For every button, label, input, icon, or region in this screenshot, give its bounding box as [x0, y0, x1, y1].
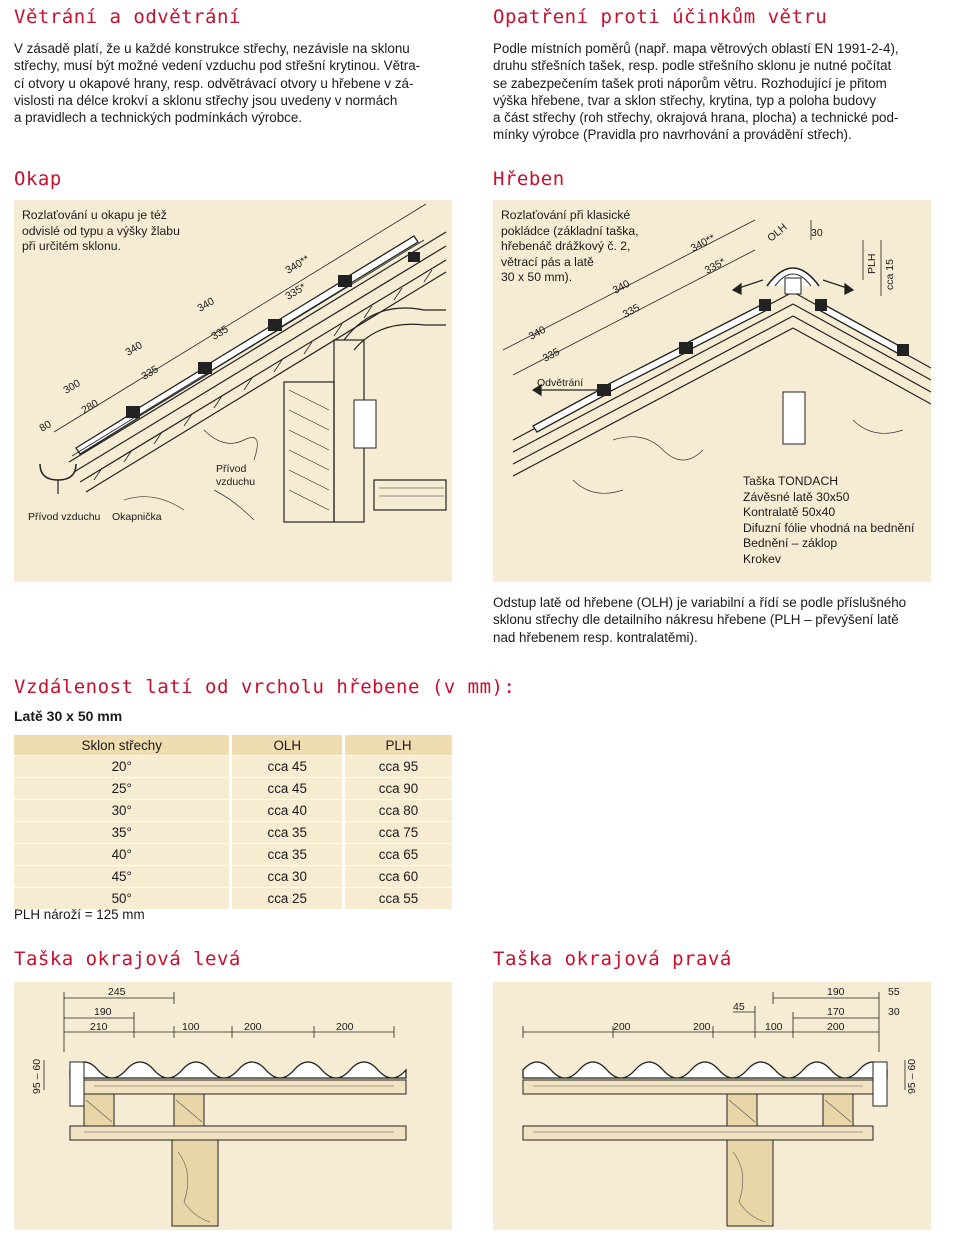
- text-line: se zabezpečením tašek proti náporům větru. Rozhodující je přitom: [493, 75, 887, 91]
- text-line: druhu střešních tašek, resp. podle střešního sklonu je nutné počítat: [493, 58, 892, 74]
- section-title-hreben: Hřeben: [493, 168, 565, 190]
- text-line: V zásadě platí, že u každé konstrukce střechy, nezávisle na sklonu: [14, 41, 410, 56]
- text-line: nad hřebenem resp. kontralatěmi).: [493, 629, 698, 645]
- dim-label: 335: [209, 323, 231, 343]
- table-cell: cca 75: [343, 822, 452, 844]
- text-line: Podle místních poměrů (např. mapa větrových oblastí EN 1991-2-4),: [493, 41, 899, 56]
- text-line: 30 x 50 mm).: [501, 270, 573, 284]
- legend-item: Taška TONDACH: [743, 474, 839, 488]
- dim-label: 340: [123, 339, 145, 359]
- dim-label: 300: [61, 377, 83, 397]
- table-row: [14, 866, 452, 888]
- prava-drawing: [493, 982, 931, 1230]
- okap-drawing: [14, 200, 452, 582]
- table-footnote: PLH nároží = 125 mm: [14, 907, 145, 922]
- hreben-after-text: [493, 594, 943, 646]
- table-cell: 35°: [14, 822, 231, 844]
- dim-label: 340: [195, 295, 217, 315]
- column-header: OLH: [231, 735, 343, 756]
- label-olh: OLH: [765, 221, 790, 245]
- text-line: vislosti na délce krokví a sklonu střechy jsou uvedeny v normách: [14, 92, 398, 108]
- dim-label: 340: [526, 323, 548, 343]
- dim-label: 335: [540, 345, 562, 365]
- table-cell: cca 60: [343, 866, 452, 888]
- table-cell: cca 90: [343, 778, 452, 800]
- dim-label: 45: [733, 1001, 745, 1013]
- dim-label: 280: [79, 397, 101, 417]
- vetrani-text: [14, 40, 464, 126]
- dim-label: 190: [94, 1006, 112, 1018]
- text-line: mínky výrobce (Pravidla pro navrhování a provádění střech).: [493, 127, 852, 143]
- table-header-row: [14, 735, 452, 756]
- table-cell: 25°: [14, 778, 231, 800]
- leva-drawing: [14, 982, 452, 1230]
- table-row: [14, 756, 452, 778]
- table-cell: 40°: [14, 844, 231, 866]
- dim-label: 170: [827, 1006, 845, 1018]
- dim-label: 335*: [283, 281, 309, 303]
- text-line: pokládce (základní taška,: [501, 223, 639, 238]
- table-cell: cca 80: [343, 800, 452, 822]
- table-cell: cca 55: [343, 888, 452, 910]
- prava-drawing-panel: [493, 982, 931, 1230]
- table-row: [14, 822, 452, 844]
- label-vzduchu: vzduchu: [216, 476, 256, 488]
- table-cell: cca 30: [231, 866, 343, 888]
- dim-label: 95 – 60: [906, 1058, 918, 1094]
- text-line: střechy, musí být možné vedení vzduchu pod střešní krytinou. Větra-: [14, 58, 421, 74]
- label-okapnicka: Okapnička: [112, 511, 162, 523]
- dim-label: 340**: [688, 231, 718, 255]
- table-cell: 45°: [14, 866, 231, 888]
- text-line: a část střechy (roh střechy, okrajová hrana, plocha) a technické pod-: [493, 110, 899, 126]
- okap-note: [22, 208, 180, 255]
- legend-item: Difuzní fólie vhodná na bednění: [743, 520, 915, 535]
- dim-label: 245: [108, 986, 126, 998]
- table-cell: cca 65: [343, 844, 452, 866]
- section-title-okap: Okap: [14, 168, 62, 190]
- section-title-opatreni: Opatření proti účinkům větru: [493, 6, 828, 28]
- table-row: [14, 800, 452, 822]
- column-header: Sklon střechy: [14, 735, 231, 756]
- label-odvetrani: Odvětrání: [537, 377, 584, 389]
- dim-label: 100: [765, 1021, 783, 1033]
- hreben-note: [501, 208, 639, 286]
- text-line: Odstup latě od hřebene (OLH) je variabilní a řídí se podle příslušného: [493, 595, 907, 610]
- table-cell: cca 40: [231, 800, 343, 822]
- dim-label: 95 – 60: [31, 1058, 43, 1094]
- label-30: 30: [811, 227, 823, 239]
- olh-plh-table: [14, 735, 452, 909]
- legend-item: Závěsné latě 30x50: [743, 489, 850, 504]
- table-row: [14, 778, 452, 800]
- text-line: odvislé od typu a výšky žlabu: [22, 223, 180, 238]
- dim-label: 340: [610, 277, 632, 297]
- table-cell: cca 25: [231, 888, 343, 910]
- dim-label: 80: [37, 418, 54, 435]
- label-plh: PLH: [866, 253, 878, 274]
- dim-label: 55: [888, 986, 900, 998]
- legend-item: Bednění – záklop: [743, 536, 838, 550]
- legend-item: Krokev: [743, 551, 781, 566]
- label-privod-vzduchu: Přívod vzduchu: [28, 511, 101, 523]
- section-title-vzdalenost: Vzdálenost latí od vrcholu hřebene (v mm):: [14, 676, 516, 698]
- leva-drawing-panel: [14, 982, 452, 1230]
- section-title-leva: Taška okrajová levá: [14, 948, 241, 970]
- dim-label: 335: [139, 363, 161, 383]
- table-subtitle: Latě 30 x 50 mm: [14, 708, 123, 724]
- dim-label: 190: [827, 986, 845, 998]
- table-cell: cca 45: [231, 778, 343, 800]
- label-cca15: cca 15: [884, 259, 896, 290]
- dim-label: 100: [182, 1021, 200, 1033]
- text-line: a pravidlech a technických podmínkách výrobce.: [14, 110, 303, 126]
- dim-label: 200: [336, 1021, 354, 1033]
- okap-drawing-panel: [14, 200, 452, 582]
- legend-item: Kontralatě 50x40: [743, 505, 836, 519]
- table-cell: cca 45: [231, 756, 343, 778]
- dim-label: 200: [693, 1021, 711, 1033]
- dim-label: 335: [620, 301, 642, 321]
- table-cell: cca 35: [231, 822, 343, 844]
- section-title-prava: Taška okrajová pravá: [493, 948, 732, 970]
- hreben-legend: [743, 474, 914, 567]
- table-row: [14, 844, 452, 866]
- dim-label: 200: [613, 1021, 631, 1033]
- text-line: hřebenáč drážkový č. 2,: [501, 239, 631, 253]
- dim-label: 200: [244, 1021, 262, 1033]
- text-line: Rozlaťování u okapu je též: [22, 208, 167, 222]
- text-line: při určitém sklonu.: [22, 239, 121, 253]
- table-cell: cca 35: [231, 844, 343, 866]
- text-line: větrací pás a latě: [501, 254, 594, 269]
- dim-label: 200: [827, 1021, 845, 1033]
- dim-label: 335*: [702, 255, 728, 277]
- dim-label: 210: [90, 1021, 108, 1033]
- table-cell: 20°: [14, 756, 231, 778]
- table-cell: cca 95: [343, 756, 452, 778]
- text-line: sklonu střechy dle detailního nákresu hřebene (PLH – převýšení latě: [493, 612, 899, 628]
- opatreni-text: [493, 40, 943, 144]
- text-line: výška hřebene, tvar a sklon střechy, krytina, typ a poloha budovy: [493, 92, 877, 108]
- table-cell: 30°: [14, 800, 231, 822]
- text-line: Rozlaťování při klasické: [501, 208, 631, 222]
- section-title-vetrani: Větrání a odvětrání: [14, 6, 241, 28]
- table-cell: 50°: [14, 888, 231, 910]
- dim-label: 340**: [283, 253, 312, 277]
- label-privod: Přívod: [216, 463, 247, 475]
- hreben-drawing-panel: [493, 200, 931, 582]
- dim-label: 30: [888, 1006, 900, 1018]
- text-line: cí otvory u okapové hrany, resp. odvětrávací otvory u hřebene v zá-: [14, 75, 414, 91]
- column-header: PLH: [343, 735, 452, 756]
